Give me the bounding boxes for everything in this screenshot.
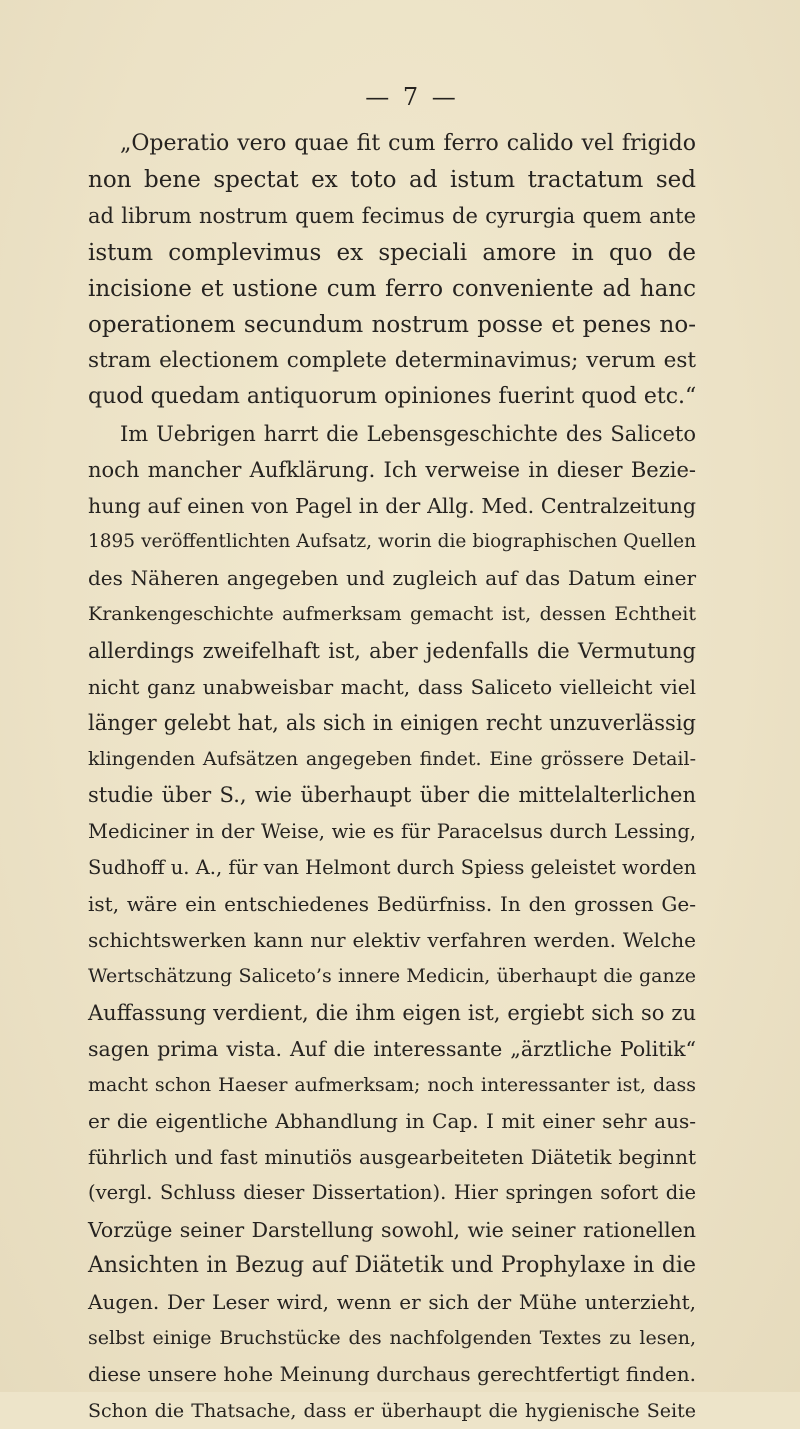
text-line: länger gelebt hat, als sich in einigen recht unzuverlässig	[88, 711, 696, 735]
text-line: Sudhoff u. A., für van Helmont durch Spiess geleistet worden	[88, 855, 697, 879]
text-line: schichtswerken kann nur elektiv verfahren werden. Welche	[88, 928, 696, 953]
text-line: Wertschätzung Saliceto’s innere Medicin, überhaupt die ganze	[88, 965, 696, 988]
text-line: stram electionem complete determinavimus; verum est	[88, 348, 696, 374]
text-line: des Näheren angegeben und zugleich auf das Datum einer	[88, 566, 696, 591]
text-line: er die eigentliche Abhandlung in Cap. I mit einer sehr aus-	[88, 1109, 696, 1134]
text-line: Ansichten in Bezug auf Diätetik und Prophylaxe in die	[88, 1252, 696, 1278]
text-line: Im Uebrigen harrt die Lebensgeschichte des Saliceto	[120, 421, 696, 446]
text-line: „Operatio vero quae fit cum ferro calido vel frigido	[120, 131, 696, 156]
text-line: sagen prima vista. Auf die interessante „ärztliche Politik“	[88, 1036, 696, 1061]
text-line: Vorzüge seiner Darstellung sowohl, wie seiner rationellen	[88, 1217, 696, 1242]
text-line: studie über S., wie überhaupt über die mittelalterlichen	[88, 783, 696, 808]
text-line: Krankengeschichte aufmerksam gemacht ist, dessen Echtheit	[88, 603, 696, 626]
text-line: Augen. Der Leser wird, wenn er sich der Mühe unterzieht,	[88, 1290, 696, 1314]
text-line: quod quedam antiquorum opiniones fuerint quod etc.“	[88, 384, 697, 410]
text-line: noch mancher Aufklärung. Ich verweise in dieser Bezie-	[88, 457, 696, 482]
page-number: — 7 —	[365, 83, 459, 111]
text-line: Mediciner in der Weise, wie es für Paracelsus durch Lessing,	[88, 819, 696, 843]
text-line: ist, wäre ein entschiedenes Bedürfniss. In den grossen Ge-	[88, 891, 696, 916]
text-line: allerdings zweifelhaft ist, aber jedenfalls die Vermutung	[88, 638, 696, 663]
text-line: 1895 veröffentlichten Aufsatz, worin die biographischen Quellen	[88, 531, 696, 553]
text-line: klingenden Aufsätzen angegeben findet. Eine grössere Detail-	[88, 748, 696, 771]
text-line: macht schon Haeser aufmerksam; noch interessanter ist, dass	[88, 1073, 696, 1096]
text-line: Auffassung verdient, die ihm eigen ist, ergiebt sich so zu	[88, 1000, 696, 1025]
text-line: führlich und fast minutiös ausgearbeiteten Diätetik beginnt	[88, 1145, 696, 1170]
text-line: non bene spectat ex toto ad istum tractatum sed	[88, 167, 696, 194]
text-line: diese unsere hohe Meinung durchaus gerechtfertigt finden.	[88, 1362, 696, 1387]
text-line: ad librum nostrum quem fecimus de cyrurgia quem ante	[88, 204, 696, 229]
text-line: (vergl. Schluss dieser Dissertation). Hier springen sofort die	[88, 1181, 696, 1205]
text-line: incisione et ustione cum ferro conveniente ad hanc	[88, 275, 696, 302]
body-text	[88, 126, 696, 1429]
text-line: Schon die Thatsache, dass er überhaupt die hygienische Seite	[88, 1399, 696, 1422]
text-line: hung auf einen von Pagel in der Allg. Med. Centralzeitung	[88, 493, 696, 518]
text-line: selbst einige Bruchstücke des nachfolgenden Textes zu lesen,	[88, 1327, 696, 1350]
text-line: istum complevimus ex speciali amore in quo de	[88, 239, 696, 266]
text-line: operationem secundum nostrum posse et penes no-	[88, 311, 696, 338]
text-line: nicht ganz unabweisbar macht, dass Saliceto vielleicht viel	[88, 674, 696, 699]
